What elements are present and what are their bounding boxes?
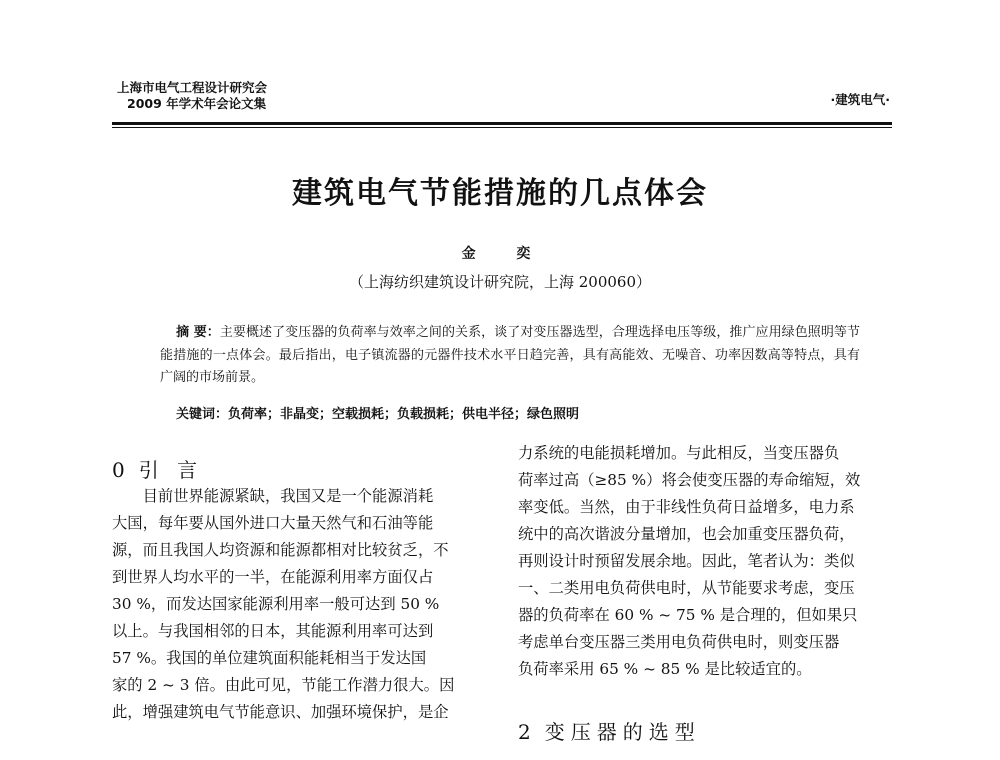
abstract [160,322,860,390]
keywords: 关键词：负荷率；非晶变；空载损耗；负载损耗；供电半径；绿色照明 [176,407,580,422]
section-heading-0 [112,454,203,483]
text-line: 率变低。当然，由于非线性负荷日益增多，电力系 [518,498,855,516]
text-line: 统中的高次谐波分量增加，也会加重变压器负荷， [518,525,855,543]
text-line: 此，增强建筑电气节能意识、加强环境保护，是企 [112,703,449,721]
text-line: 一、二类用电负荷供电时，从节能要求考虑，变压 [518,579,855,597]
text-line: 再则设计时预留发展余地。因此，笔者认为：类似 [518,552,855,570]
text-line: 57 %。我国的单位建筑面积能耗相当于发达国 [112,649,427,667]
text-line: 30 %，而发达国家能源利用率一般可达到 50 % [112,595,440,613]
text-line: 荷率过高（≥85 %）将会使变压器的寿命缩短，效 [518,471,861,489]
text-line: 源，而且我国人均资源和能源都相对比较贫乏，不 [112,541,449,559]
abstract-text: 主要概述了变压器的负荷率与效率之间的关系，谈了对变压器选型，合理选择电压等级，推广应用绿色照明等节能措施的一点体会。最后指出，电子镇流器的元器件技术水平日趋完善，具有高能效、无噪音、功率因数高等特点，具有广阔的市场前景。 [160,325,860,385]
section-title: 引 言 [138,458,204,482]
header-rule-thick [112,122,892,125]
text-line: 以上。与我国相邻的日本，其能源利用率可达到 [112,622,434,640]
text-line: 目前世界能源紧缺，我国又是一个能源消耗 [142,487,434,505]
header-rule-thin [112,127,892,128]
proceedings-name: 2009 年学术年会论文集 [127,96,267,111]
article-title: 建筑电气节能措施的几点体会 [292,176,708,211]
text-line: 大国，每年要从国外进口大量天然气和石油等能 [112,514,434,532]
section-heading-2 [518,716,701,745]
organization-name: 上海市电气工程设计研究会 [117,80,268,95]
abstract-label: 摘 要： [176,325,220,340]
journal-header [117,80,267,112]
left-column [112,483,484,726]
text-line: 负荷率采用 65 % ~ 85 % 是比较适宜的。 [518,660,812,678]
section-title: 变压器的选型 [544,720,701,744]
right-column [518,440,892,683]
text-line: 到世界人均水平的一半，在能源利用率方面仅占 [112,568,434,586]
text-line: 器的负荷率在 60 % ~ 75 % 是合理的，但如果只 [518,606,858,624]
article-author: 金 奕 [461,246,549,262]
article-affiliation: （上海纺织建筑设计研究院，上海 200060） [348,273,652,291]
section-label: ·建筑电气· [830,92,890,107]
section-number: 2 [518,720,531,744]
text-line: 考虑单台变压器三类用电负荷供电时，则变压器 [518,633,840,651]
text-line: 家的 2 ~ 3 倍。由此可见，节能工作潜力很大。因 [112,676,455,694]
section-number: 0 [112,458,125,482]
text-line: 力系统的电能损耗增加。与此相反，当变压器负 [518,444,840,462]
